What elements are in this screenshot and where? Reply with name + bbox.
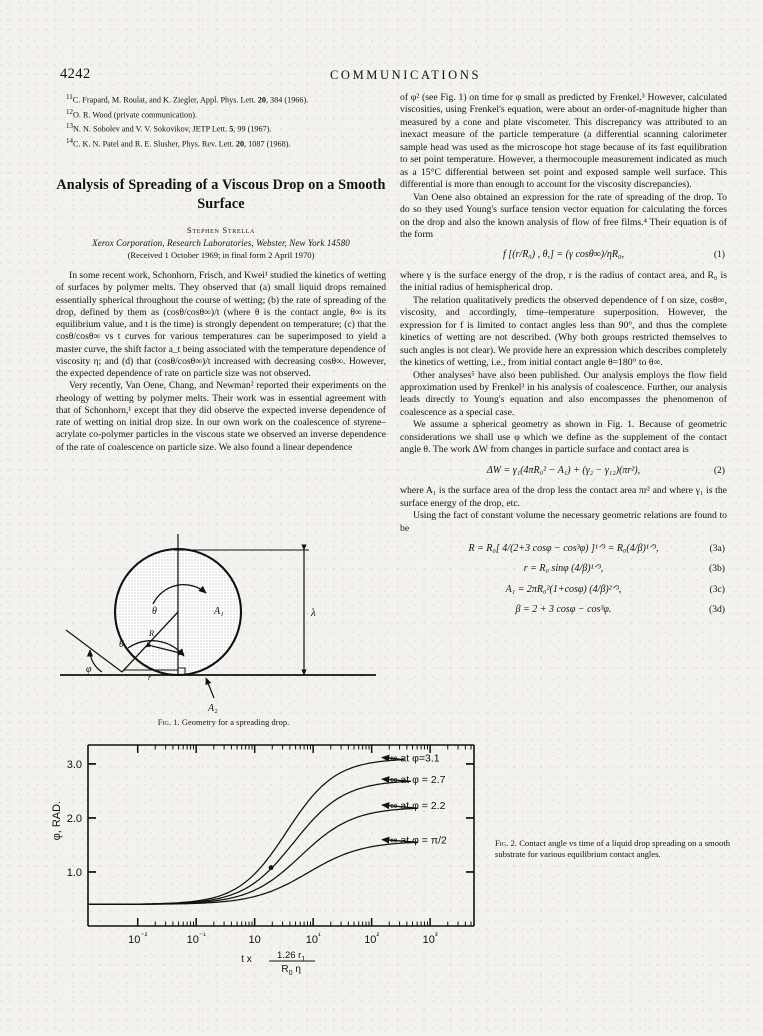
svg-text:R0 η: $R_0$ η (281, 964, 301, 977)
paragraph: Other analyses⁵ have also been published. Our analysis employs the flow field approximation used by Frenkel³ in his analysis of coalescence. Further, our analysis leads directly to Young's equation and also encompasses the phenomenon of coalescence as a special case. (400, 369, 727, 418)
phi-arc (90, 650, 102, 672)
x-axis-label (241, 950, 315, 977)
theta-label-lower: θ (119, 639, 124, 650)
area-A2-pointer (206, 678, 214, 698)
x-tick-label: 10 (248, 934, 261, 946)
area-A1-label: A₁ (214, 606, 224, 617)
x-tick-label: $10^{^3}$ (422, 931, 438, 946)
equation-3b (400, 563, 727, 575)
equation-3a (400, 543, 727, 555)
phi-label: φ (86, 664, 92, 675)
article-received-date: (Received 1 October 1969; in final form 2 April 1970) (127, 250, 315, 261)
svg-text:1.26 r1: 1.26 $r_1$ (277, 950, 306, 963)
data-point-marker (269, 865, 274, 870)
figure-1-drawing (56, 520, 391, 720)
phi-tangent-ray (66, 630, 122, 672)
reference-marker: 14 (66, 136, 73, 145)
reference-item: $^{13}$N. N. Sobolev and V. V. Sokovikov, JETP Lett. 5, 99 (1967). (66, 122, 272, 135)
article-author: Stephen Strella (186, 225, 256, 236)
paragraph: Very recently, Van Oene, Chang, and Newman² reported their experiments on the rheology of wetting by polymer melts. Their work was in essential agreement with that of Schonhorn,¹ except that they did observe the expected inverse dependence of rate of wetting on initial drop size. In our own work on the coalescence of styrene–acrylate co-polymer particles in the viscous state we observed an inverse dependence of the rate of coalescence on particle size. We also found a linear dependence (56, 380, 386, 453)
x-tick-label: $10^{^{-2}}$ (128, 931, 148, 946)
area-A2-label: A₂ (208, 703, 218, 714)
reference-marker: 13 (66, 122, 73, 131)
paragraph: where γ is the surface energy of the drop, r is the radius of contact area, and R₀ is the initial radius of hemispherical drop. (400, 269, 727, 294)
R-label: R (149, 628, 155, 638)
left-column-body (56, 270, 386, 454)
right-column-body (400, 92, 727, 617)
chart-annotation: ∞ at φ=3.1 (390, 752, 440, 765)
x-tick-label: $10^{^2}$ (364, 931, 380, 946)
figure-2-chart (46, 736, 516, 977)
reference-marker: 11 (66, 93, 73, 101)
y-tick-label: 1.0 (66, 866, 82, 879)
paragraph: Van Oene also obtained an expression for the rate of spreading of the drop. To do so they used Young's surface tension vector equation for calculating the forces on the drop and also the known analysis of flow of free films.⁴ Their equation is of the form (400, 191, 727, 240)
chart-curve (88, 781, 411, 904)
running-head: COMMUNICATIONS (330, 68, 481, 82)
equation-number: (3a) (709, 542, 725, 554)
paragraph: where A₁ is the surface area of the drop less the contact area πr² and where γ₁ is the surface energy of the drop, etc. (400, 485, 727, 509)
equation-number: (3b) (709, 563, 725, 575)
paragraph: of φ² (see Fig. 1) on time for φ small as predicted by Frenkel.³ However, calculated viscosities, using Frenkel's equation, were about an order-of-magnitude higher than measured by a cone and plate viscometer. This discrepancy was attributed to an inexact measure of the particle temperature (a differential scanning calorimeter sample head was used as the microscope hot stage because of its fast equilibration to set point temperature. However, a thermocouple measurement indicated as much as a 15°C differential between set point and exposed sample well surface. This differential is more than enough to account for the viscosity discrepancies). (400, 92, 727, 191)
figure-2-caption (495, 838, 730, 860)
figure-2-caption-text: Contact angle vs time of a liquid drop spreading on a smooth substrate for various equilibrium contact angles. (495, 838, 730, 860)
figure-1-caption-label: Fig. 1. (157, 718, 180, 727)
equation-3d (400, 604, 727, 616)
chart-annotation: ∞ at φ = 2.2 (390, 799, 446, 812)
chart-curve (88, 808, 418, 904)
chart-curve (88, 760, 404, 905)
page-number: 4242 (60, 66, 91, 82)
chart-annotation: ∞ at φ = 2.7 (390, 774, 446, 787)
reference-item: $^{11}$C. Frapard, M. Roulat, and K. Ziegler, Appl. Phys. Lett. 20, 384 (1966). (66, 93, 309, 105)
equation-body: f [(r/R₀) , θ,] = (γ cosθ∞)/ηR₀, (503, 249, 624, 261)
paragraph: In some recent work, Schonhorn, Frisch, and Kwei¹ studied the kinetics of wetting of surfaces by polymer melts. They observed that (a) small liquid drops remained essentially spherical throughout the course of wetting; (b) the rate of spreading of the drop, defined by them as (cosθ/cosθ∞)/t (where θ is the contact angle, θ∞ is its equilibrium value, and t is the time) is strongly dependent on temperature; (c) that the cosθ/cosθ∞ vs t curves for various temperatures can be superimposed to yield a master curve, the shift factor a_t being associated with the temperature dependence of viscosity η; and (d) that (cosθ/cosθ∞)/t increased with decreasing cosθ∞. However, the expected dependence of rate on particle size was not observed. (56, 270, 386, 380)
equation-1 (400, 249, 727, 261)
equation-number: (3d) (709, 604, 725, 616)
equation-body: A₁ = 2πR₀²(1+cosφ) (4/β)²ᐟ³, (505, 583, 622, 595)
paragraph: The relation qualitatively predicts the observed dependence of f on size, cosθ∞, viscosity, and accordingly, time–temperature superposition. However, the expression for f is limited to contact angles less than 90°, and thus the complete kinetics of wetting are not described. (Why both groups restricted themselves to such angles is not clear). We provide here an expression which describes completely the kinetics of wetting, i.e., from initial contact angle θ=180° to θ∞. (400, 294, 727, 369)
figure-2 (46, 736, 516, 977)
svg-text:t x: t x (241, 954, 252, 965)
equation-2 (400, 465, 727, 477)
figure-1-caption (56, 718, 391, 727)
equation-number: (1) (713, 249, 725, 261)
reference-list (56, 92, 386, 150)
y-tick-label: 3.0 (66, 758, 82, 771)
equation-body: ΔW = γ₁(4πR₀² − A₁) + (γ₂ − γ₁₂)(πr²), (486, 464, 641, 476)
lambda-label: λ (311, 607, 316, 619)
paragraph: We assume a spherical geometry as shown in Fig. 1. Because of geometric considerations we shall use φ which we define as the supplement of the contact angle θ. The work ΔW from changes in particle surface and contact area is (400, 419, 727, 456)
figure-2-caption-label: Fig. 2. (495, 838, 517, 848)
theta-label-upper: θ (152, 606, 157, 617)
reference-item: $^{12}$O. R. Wood (private communication). (66, 107, 198, 120)
y-axis-label: φ, RAD. (51, 800, 63, 841)
chart-annotation: ∞ at φ = π/2 (390, 834, 447, 847)
equation-body: r = R₀ sinφ (4/β)¹ᐟ³, (523, 563, 604, 575)
article-affiliation: Xerox Corporation, Research Laboratories, Webster, New York 14580 (92, 238, 350, 249)
reference-item: $^{14}$C. K. N. Patel and R. E. Slusher, Phys. Rev. Lett. 20, 1087 (1968). (66, 136, 291, 149)
figure-1-caption-text: Geometry for a spreading drop. (181, 718, 290, 727)
x-tick-label: $10^{^1}$ (305, 931, 321, 946)
equation-3c (400, 584, 727, 596)
right-column (400, 92, 727, 625)
article-title: Analysis of Spreading of a Viscous Drop on a Smooth Surface (56, 177, 386, 213)
x-tick-label: $10^{^{-1}}$ (186, 931, 206, 946)
left-column (56, 92, 386, 454)
equation-number: (3c) (709, 583, 725, 595)
chart-curve (88, 842, 418, 904)
y-tick-label: 2.0 (66, 812, 82, 825)
reference-marker: 12 (66, 107, 73, 116)
figure-1 (56, 520, 391, 720)
equation-number: (2) (713, 464, 725, 476)
equation-body: R = R₀[ 4/(2+3 cosφ − cos³φ) ]¹ᐟ³ = R₀(4/β)¹ᐟ³, (468, 542, 659, 554)
paragraph: Using the fact of constant volume the necessary geometric relations are found to be (400, 510, 727, 534)
r-label: r (148, 673, 152, 682)
equation-body: β = 2 + 3 cosφ − cos³φ. (515, 604, 612, 616)
